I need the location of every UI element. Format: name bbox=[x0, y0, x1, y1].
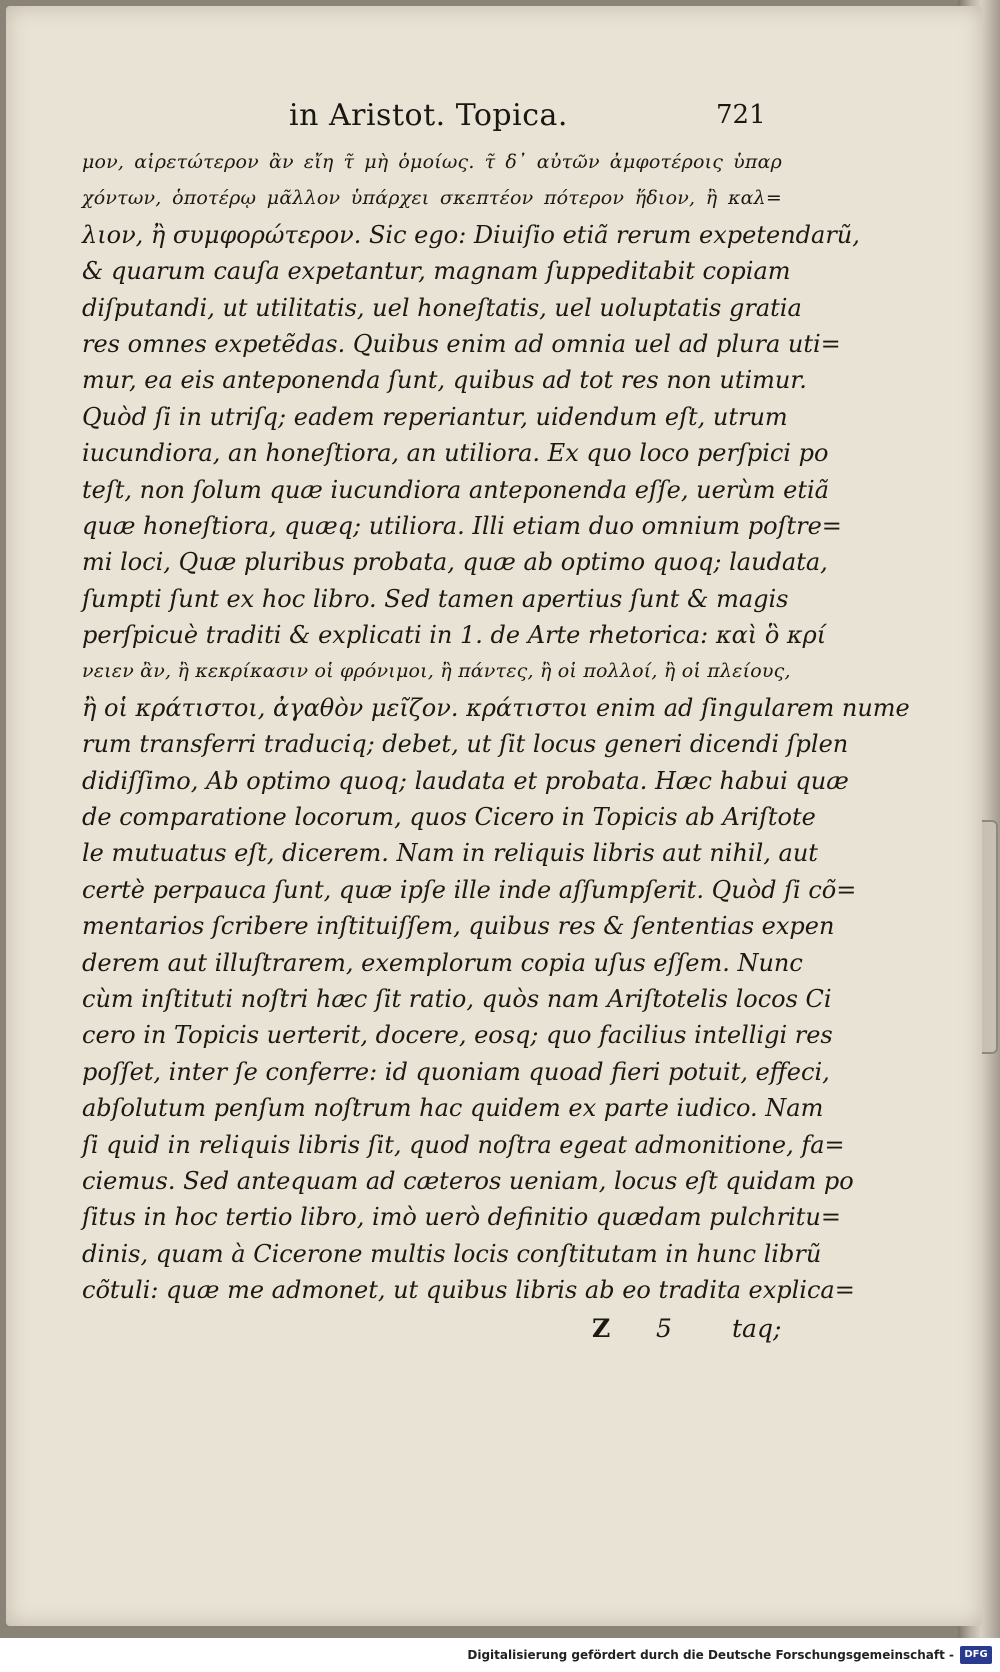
text-line: ſumpti ſunt ex hoc libro. Sed tamen apertius ſunt & magis bbox=[82, 584, 789, 613]
text-line: rum transferri traduciq; debet, ut ſit locus generi dicendi ſplen bbox=[82, 730, 849, 759]
text-line: perſpicuè traditi & explicati in 1. de Arte rhetorica: καὶ ὃ κρί bbox=[82, 621, 827, 650]
text-line: dinis, quam à Cicerone multis locis conſtitutam in hunc librũ bbox=[82, 1239, 822, 1268]
text-line: mi loci, Quæ pluribus probata, quæ ab optimo quoq; laudata, bbox=[82, 548, 828, 577]
text-block bbox=[82, 144, 910, 1309]
signature-number: 5 bbox=[656, 1314, 672, 1343]
text-line: & quarum cauſa expetantur, magnam ſuppeditabit copiam bbox=[82, 257, 791, 286]
running-title: in Aristot. Topica. bbox=[289, 98, 568, 133]
text-line: ſitus in hoc tertio libro, imò uerò definitio quædam pulchritu= bbox=[82, 1203, 841, 1232]
page-header bbox=[6, 98, 982, 138]
text-line: diſputandi, ut utilitatis, uel honeſtatis, uel uoluptatis gratia bbox=[82, 293, 802, 322]
text-line: le mutuatus eſt, dicerem. Nam in reliquis libris aut nihil, aut bbox=[82, 839, 818, 868]
text-line: iucundiora, an honeſtiora, an utiliora. Ex quo loco perſpici po bbox=[82, 439, 829, 468]
signature-letter: Z bbox=[592, 1314, 611, 1343]
text-line: cero in Topicis uerterit, docere, eosq; quo facilius intelligi res bbox=[82, 1021, 833, 1050]
book-page bbox=[6, 6, 982, 1626]
text-line: cùm inſtituti noſtri hæc ſit ratio, quòs nam Ariſtotelis locos Ci bbox=[82, 984, 832, 1013]
text-line: res omnes expetẽdas. Quibus enim ad omnia uel ad plura uti= bbox=[82, 329, 841, 358]
text-line: ciemus. Sed antequam ad cæteros ueniam, locus eſt quidam po bbox=[82, 1166, 854, 1195]
catchword: taq; bbox=[732, 1314, 782, 1343]
text-line: derem aut illuſtrarem, exemplorum copia uſus eſſem. Nunc bbox=[82, 948, 803, 977]
text-line: ἢ οἱ κράτιστοι, ἀγαθὸν μεῖζον. κράτιστοι enim ad ſingularem nume bbox=[82, 693, 910, 722]
digitization-footer bbox=[0, 1640, 1000, 1672]
text-line: quæ honeſtiora, quæq; utiliora. Illi etiam duo omnium poſtre= bbox=[82, 511, 842, 540]
text-line: cõtuli: quæ me admonet, ut quibus libris ab eo tradita explica= bbox=[82, 1276, 855, 1305]
text-line: νειεν ἂν, ἢ κεκρίκασιν οἱ φρόνιμοι, ἢ πάντες, ἢ οἱ πολλοί, ἢ οἱ πλείους, bbox=[82, 660, 791, 683]
text-line: poſſet, inter ſe conferre: id quoniam quoad fieri potuit, effeci, bbox=[82, 1057, 830, 1086]
text-line: mur, ea eis anteponenda ſunt, quibus ad tot res non utimur. bbox=[82, 366, 807, 395]
text-line: μον, αἱρετώτερον ἂν εἴη τ̃ μὴ ὁμοίως. τ̃ δ᾽ αὐτῶν ἀμφοτέροις ὑπαρ bbox=[82, 151, 782, 173]
dfg-logo-icon: DFG bbox=[960, 1646, 992, 1664]
text-line: λιον, ἢ συμφορώτερον. Sic ego: Diuiſio etiã rerum expetendarũ, bbox=[82, 220, 860, 249]
text-line: teſt, non ſolum quæ iucundiora anteponenda eſſe, uerùm etiã bbox=[82, 475, 829, 504]
text-line: certè perpauca ſunt, quæ ipſe ille inde aſſumpſerit. Quòd ſi cõ= bbox=[82, 875, 857, 904]
folio-number: 721 bbox=[716, 100, 766, 130]
text-line: didiſſimo, Ab optimo quoq; laudata et probata. Hæc habui quæ bbox=[82, 766, 849, 795]
text-line: abſolutum penſum noſtrum hac quidem ex parte iudico. Nam bbox=[82, 1094, 824, 1123]
funding-credit: Digitalisierung gefördert durch die Deutsche Forschungsgemeinschaft - bbox=[467, 1648, 954, 1662]
text-line: mentarios ſcribere inſtituiſſem, quibus res & ſententias expen bbox=[82, 912, 835, 941]
text-line: χόντων, ὁποτέρῳ μᾶλλον ὑπάρχει σκεπτέον πότερον ἥδιον, ἢ καλ= bbox=[82, 187, 782, 210]
text-line: Quòd ſi in utriſq; eadem reperiantur, uidendum eſt, utrum bbox=[82, 402, 788, 431]
text-line: de comparatione locorum, quos Cicero in Topicis ab Ariſtote bbox=[82, 803, 816, 832]
text-line: ſi quid in reliquis libris ſit, quod noſtra egeat admonitione, fa= bbox=[82, 1130, 845, 1159]
